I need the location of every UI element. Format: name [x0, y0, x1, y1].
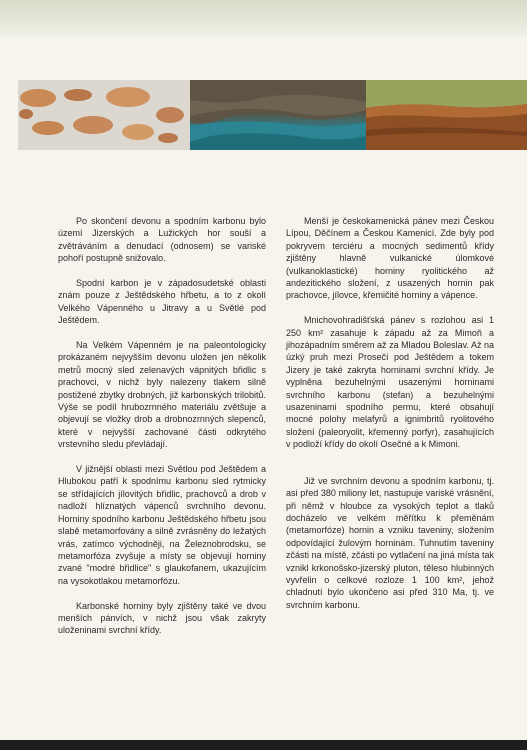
paragraph: Po skončení devonu a spodním karbonu bylo území Jizerských a Lužických hor souší a zvětráváním a denudací (odnosem) se variské pohoří postupně snižovalo. [58, 216, 266, 264]
text-column-right [286, 215, 494, 624]
paragraph: Na Velkém Vápenném je na paleontologicky prokázaném nejvyšším devonu uložen jen několik metrů mocný sled zelenavých vápnitých břidlic s prachovci, v nichž byly nalezeny tlakem silně postižené zbytky drobných, již karbonských trilobitů. Výše se podíl hrubozrnného materiálu zvětšuje a objevují se vložky drob a drobnozrnných slepenců, které v nejvyšší zachované části odkrytého vrstevního sledu převládají. [58, 340, 266, 450]
paragraph: Menší je českokamenická pánev mezi Českou Lípou, Děčínem a Českou Kamenicí. Zde byly pod pokryvem terciéru a mocných sedimentů křídy zjištěny hlavně vulkanické úlomkové (vulkanoklastické) horniny ryolitického až andezitického složení, z usazených hornin pak prachovce, jílovce, křemičité horniny a vápence. [286, 216, 494, 301]
bottom-edge [0, 740, 527, 750]
paragraph: Spodní karbon je v západosudetské oblasti znám pouze z Ještědského hřbetu, a to z okolí Velkého Vápenného u Jitravy a u Světlé pod Ještědem. [58, 278, 266, 326]
cave-photo [190, 80, 366, 150]
photo-strip [18, 80, 527, 150]
text-column-left [58, 215, 266, 649]
fossils-photo [18, 80, 190, 150]
paragraph: Již ve svrchním devonu a spodním karbonu, tj. asi před 380 miliony let, nastupuje variské vrásnění, při němž v hloubce za vysokých teplot a tlaků docházelo ve velkém měřítku k přeměnám (metamorfóze) hornin a vzniku taveniny, složením odpovídající žulovým horninám. Tuhnutím taveniny zčásti na místě, zčásti po vytlačení na jiná místa tak vznikl krkonošsko-jizerský pluton, těleso hlubinných vyvřelin o celkové rozloze 1 100 km², jehož chladnutí bylo ukončeno asi před 310 Ma, tj. ve svrchním karbonu. [286, 475, 494, 610]
rock-outcrop-photo [366, 80, 527, 150]
paragraph: Mnichovohradišťská pánev s rozlohou asi 1 250 km² zasahuje k západu až za Mimoň a jihozápadním směrem až za Mladou Boleslav. Až na úzký pruh mezi Prosečí pod Ještědem a tokem Jizery je také zakryta horninami svrchní křídy. Je vyplněna bezuhelnými usazenými horninami svrchního karbonu (stefan) a bezuhelnými usazeninami spodního permu, které obsahují mocné polohy melafyrů a ignimbritů ryolitového složení (paleoryolit, křemenný porfyr), zasahujících v podloží křídy do okolí Osečné a k Mimoni. [286, 315, 494, 450]
header-band [0, 0, 527, 36]
paragraph: V jižnější oblasti mezi Světlou pod Ještědem a Hlubokou patří k spodnímu karbonu sled rytmicky se střídajících jílovitých břidlic, prachovců a drob v nadloží hlíznatých vápenců svrchního devonu. Horniny spodního karbonu Ještědského hřbetu jsou slabě metamorfovány a silně zvrásněny do ležatých vrás, zatímco východněji, na Železnobrodsku, se metamorfóza zvyšuje a místy se objevují horniny zvané "modré břidlice" s glaukofanem, ukazujícím na vysokotlakou metamorfózu. [58, 464, 266, 586]
paragraph: Karbonské horniny byly zjištěny také ve dvou menších pánvích, v nichž jsou však zakryty uloženinami svrchní křídy. [58, 600, 266, 636]
